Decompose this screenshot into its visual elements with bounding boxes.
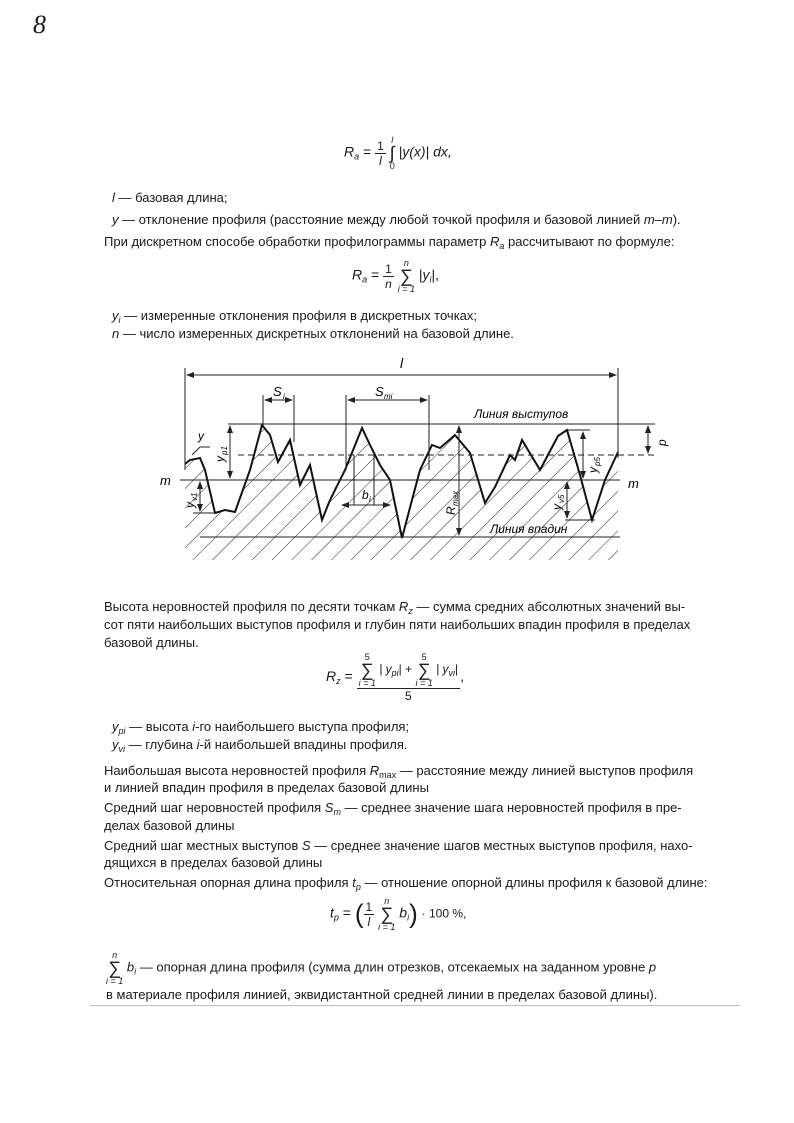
svg-text:Линия впадин: Линия впадин bbox=[490, 522, 568, 536]
def-yi: $y_i$ — измеренные отклонения профиля в дискретных точках; bbox=[112, 308, 478, 325]
svg-text:max: max bbox=[451, 490, 460, 506]
svg-text:mi: mi bbox=[384, 392, 393, 401]
svg-text:p: p bbox=[655, 439, 669, 446]
svg-text:p1: p1 bbox=[220, 446, 229, 455]
formula-ra-sum: $R_a$ = $\frac{1}{n}$ n ∑ i = 1 $|y_i|$, bbox=[352, 258, 440, 294]
svg-text:p5: p5 bbox=[593, 457, 602, 466]
para-rz-line2: сот пяти наибольших выступов профиля и глубин пяти наибольших впадин профиля в пределах bbox=[104, 617, 691, 632]
svg-text:i: i bbox=[369, 495, 371, 504]
formula-ra-integral: $R_a$ = $\frac{1}{l}$ l ∫ 0 |y(x)| dx, bbox=[344, 135, 452, 171]
formula-tp: $t_p$ = ( $\frac{1}{l}$ n ∑ i = 1 $b_i) \cdot 100$ %, bbox=[330, 896, 467, 932]
svg-text:S: S bbox=[273, 384, 282, 399]
def-yvi: $y_{vi}$ — глубина i-й наибольшей впадины профиля. bbox=[112, 737, 408, 754]
svg-text:m: m bbox=[160, 473, 171, 488]
integral-sign: l ∫ 0 bbox=[389, 135, 395, 171]
bottom-rule bbox=[90, 1005, 740, 1006]
para-rmax-line2: и линией впадин профиля в пределах базовой длины bbox=[104, 780, 429, 795]
para-sm-line2: делах базовой длины bbox=[104, 818, 235, 833]
page-number: 8 bbox=[33, 10, 46, 39]
def-bi-line1: n ∑ i = 1 $b_i$ — опорная длина профиля (сумма длин отрезков, отсекаемых на заданном уровне p bbox=[106, 950, 657, 986]
formula-rz: $R_z$ = 5 ∑ i = 1 | $y_{pi}|$ + 5 ∑ i = 1 | $y_{vi}|$ 5 , bbox=[326, 652, 465, 703]
para-rz-line3: базовой длины. bbox=[104, 635, 199, 650]
svg-text:v1: v1 bbox=[190, 492, 199, 501]
para-sm-line1: Средний шаг неровностей профиля $S_m$ — среднее значение шага неровностей профиля в пре- bbox=[104, 800, 682, 817]
svg-text:b: b bbox=[362, 488, 369, 502]
svg-text:Линия выступов: Линия выступов bbox=[474, 407, 569, 421]
svg-text:y: y bbox=[586, 467, 600, 473]
def-l: l — базовая длина; bbox=[112, 190, 228, 205]
def-n: n — число измеренных дискретных отклонений на базовой длине. bbox=[112, 326, 514, 341]
sum-sign: n ∑ i = 1 bbox=[397, 258, 415, 294]
svg-text:y: y bbox=[183, 502, 197, 508]
svg-text:y: y bbox=[198, 429, 204, 443]
svg-text:R: R bbox=[444, 506, 458, 515]
svg-text:v5: v5 bbox=[557, 494, 566, 503]
profile-figure bbox=[150, 355, 670, 570]
para-rmax-line1: Наибольшая высота неровностей профиля $R_{max}$ — расстояние между линией выступов профиля bbox=[104, 763, 694, 780]
para-tp: Относительная опорная длина профиля $t_p$ — отношение опорной длины профиля к базовой длине: bbox=[104, 875, 708, 892]
svg-text:y: y bbox=[213, 456, 227, 462]
svg-text:l: l bbox=[400, 355, 404, 371]
para-discrete: При дискретном способе обработки профилограммы параметр $R_a$ рассчитывают по формуле: bbox=[104, 234, 675, 251]
para-s-line2: дящихся в пределах базовой длины bbox=[104, 855, 323, 870]
para-rz-line1: Высота неровностей профиля по десяти точкам $R_z$ — сумма средних абсолютных значений вы- bbox=[104, 599, 686, 616]
def-ypi: $y_{pi}$ — высота i-го наибольшего выступа профиля; bbox=[112, 719, 410, 736]
fraction: $\frac{1}{l}$ bbox=[377, 138, 384, 168]
para-s-line1: Средний шаг местных выступов S — среднее значение шагов местных выступов профиля, нахо- bbox=[104, 838, 693, 853]
svg-text:S: S bbox=[375, 384, 384, 399]
svg-text:y: y bbox=[550, 504, 564, 510]
def-y: y — отклонение профиля (расстояние между любой точкой профиля и базовой линией m–m). bbox=[112, 212, 681, 227]
svg-text:i: i bbox=[283, 392, 285, 401]
svg-text:m: m bbox=[628, 476, 639, 491]
def-bi-line2: в материале профиля линией, эквидистантной средней линии в пределах базовой длины). bbox=[106, 987, 658, 1002]
